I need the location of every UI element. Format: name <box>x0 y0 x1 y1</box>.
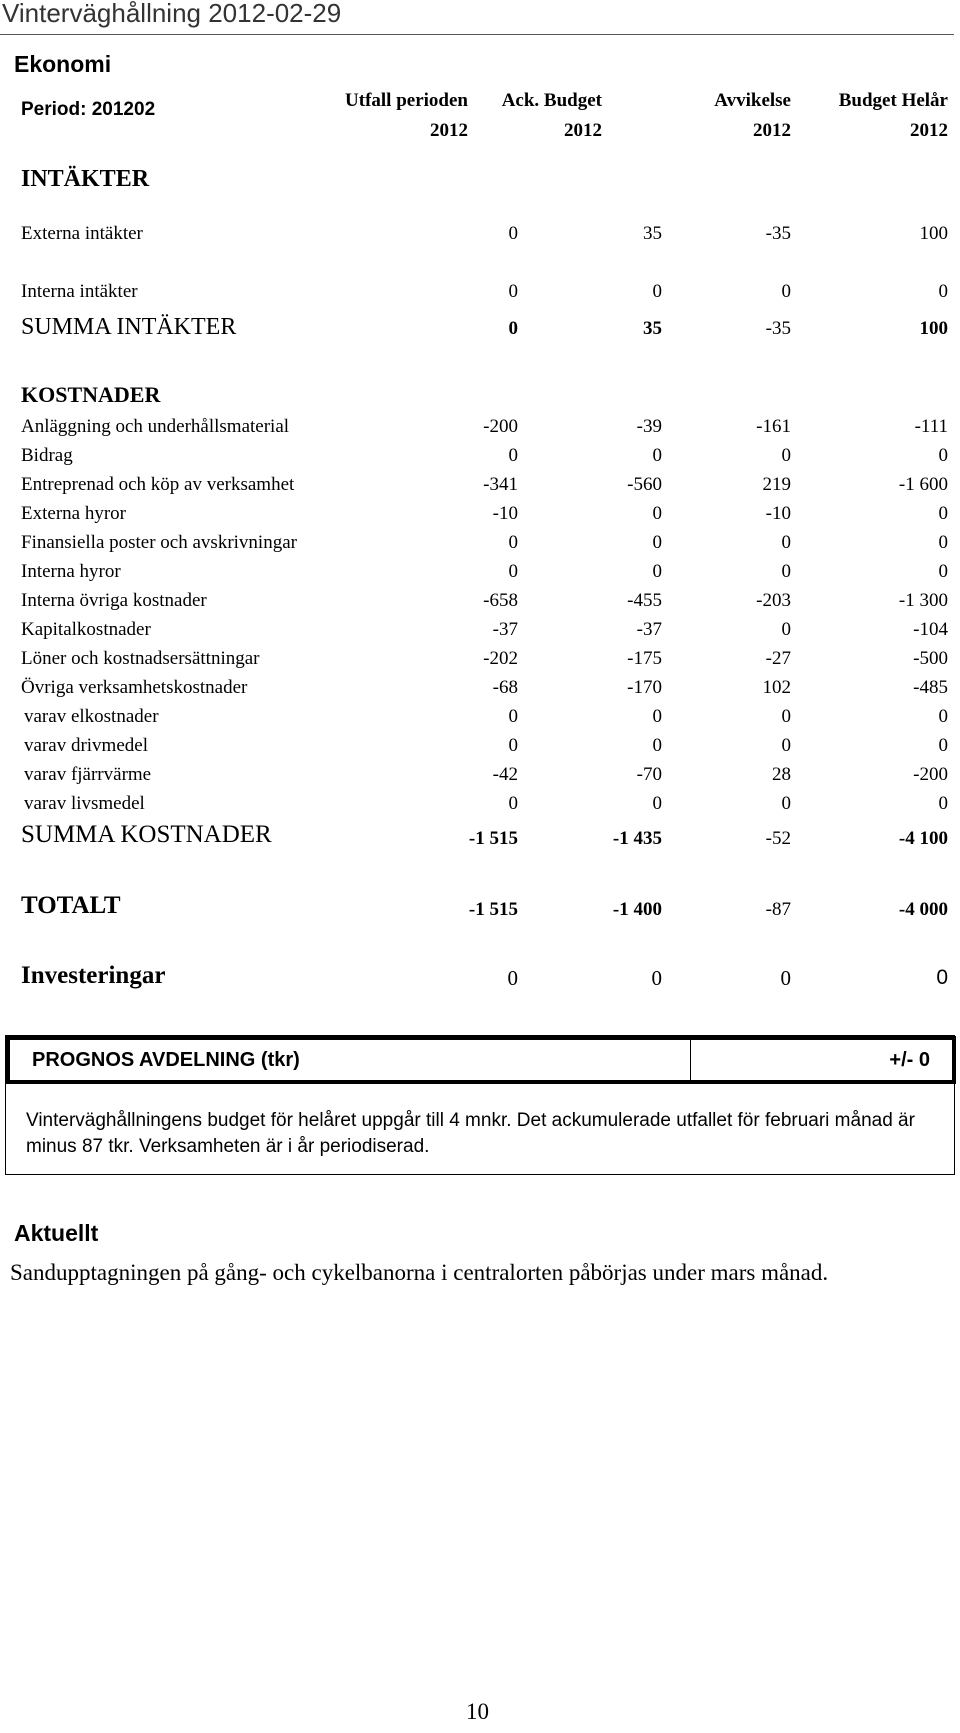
cell-avvikelse: -87 <box>765 899 791 920</box>
row-label: Interna intäkter <box>21 281 138 302</box>
row-label: varav elkostnader <box>24 706 159 727</box>
table-row-totalt <box>0 892 960 926</box>
cell-budget-helar: 0 <box>938 503 948 524</box>
column-header-ack-budget <box>442 86 602 146</box>
row-label: varav fjärrvärme <box>24 764 152 785</box>
cell-utfall: -341 <box>483 474 518 495</box>
cell-budget-helar: 100 <box>919 223 948 244</box>
cell-avvikelse: 28 <box>772 764 791 785</box>
cell-utfall: -42 <box>492 764 518 785</box>
row-label: Interna övriga kostnader <box>21 590 207 611</box>
cell-avvikelse: 102 <box>762 677 791 698</box>
cell-utfall: -1 515 <box>468 828 518 849</box>
cell-budget-helar: 0 <box>938 561 948 582</box>
table-row <box>0 735 960 761</box>
title-divider <box>0 34 954 35</box>
cell-avvikelse: -203 <box>756 590 791 611</box>
cell-utfall: 0 <box>508 561 518 582</box>
cell-utfall: 0 <box>508 532 518 553</box>
cell-ack-budget: 0 <box>652 735 662 756</box>
row-label: Interna hyror <box>21 561 121 582</box>
cell-utfall: 0 <box>508 793 518 814</box>
page-number: 10 <box>466 1699 489 1724</box>
prognos-divider <box>690 1040 691 1080</box>
table-row-kostnader-heading <box>0 382 960 408</box>
column-header-line2: 2012 <box>910 120 948 141</box>
cell-budget-helar: -1 300 <box>898 590 948 611</box>
table-row <box>0 648 960 674</box>
cell-ack-budget: 0 <box>652 706 662 727</box>
table-row <box>0 416 960 442</box>
column-header-avvikelse <box>631 86 791 146</box>
column-header-line1: Budget Helår <box>838 90 948 111</box>
cell-utfall: 0 <box>507 966 518 990</box>
cell-budget-helar: -500 <box>913 648 948 669</box>
table-row <box>0 793 960 819</box>
cell-budget-helar: -200 <box>913 764 948 785</box>
column-header-line2: 2012 <box>564 120 602 141</box>
cell-avvikelse: -35 <box>765 318 791 339</box>
cell-utfall: -1 515 <box>468 899 518 920</box>
row-label: varav drivmedel <box>24 735 148 756</box>
table-row <box>0 561 960 587</box>
cell-avvikelse: 0 <box>780 966 791 990</box>
cell-utfall: -658 <box>483 590 518 611</box>
row-label: Externa hyror <box>21 503 126 524</box>
cell-budget-helar: 0 <box>938 281 948 302</box>
cell-utfall: -37 <box>492 619 518 640</box>
row-label: SUMMA INTÄKTER <box>21 314 237 340</box>
cell-budget-helar: 100 <box>919 318 948 339</box>
row-label: Bidrag <box>21 445 73 466</box>
cell-ack-budget: -175 <box>627 648 662 669</box>
column-header-line1: Ack. Budget <box>501 90 602 111</box>
document-title: Vinterväghållning 2012-02-29 <box>2 0 342 28</box>
cell-budget-helar: -4 000 <box>898 899 948 920</box>
row-label: Entreprenad och köp av verksamhet <box>21 474 295 495</box>
table-row <box>0 474 960 500</box>
cell-avvikelse: -35 <box>765 223 791 244</box>
row-label: Kapitalkostnader <box>21 619 151 640</box>
cell-ack-budget: 0 <box>652 503 662 524</box>
column-header-budget-helar <box>788 86 948 146</box>
cell-ack-budget: -70 <box>636 764 662 785</box>
cell-avvikelse: -52 <box>765 828 791 849</box>
table-row <box>0 223 960 249</box>
prognos-box <box>5 1035 955 1175</box>
cell-ack-budget: -170 <box>627 677 662 698</box>
row-label: KOSTNADER <box>21 382 161 407</box>
column-header-line1: Avvikelse <box>714 90 791 111</box>
table-row-investeringar <box>0 962 960 996</box>
cell-avvikelse: 0 <box>781 532 791 553</box>
column-header-line2: 2012 <box>753 120 791 141</box>
cell-budget-helar: -1 600 <box>898 474 948 495</box>
cell-utfall: 0 <box>508 445 518 466</box>
row-label: INTÄKTER <box>21 166 150 192</box>
cell-ack-budget: 0 <box>652 281 662 302</box>
cell-avvikelse: -161 <box>756 416 791 437</box>
prognos-label: PROGNOS AVDELNING (tkr) <box>32 1049 300 1071</box>
cell-ack-budget: -560 <box>627 474 662 495</box>
cell-utfall: 0 <box>508 735 518 756</box>
cell-budget-helar: 0 <box>938 793 948 814</box>
cell-budget-helar: -104 <box>913 619 948 640</box>
row-label: varav livsmedel <box>24 793 145 814</box>
table-row <box>0 532 960 558</box>
cell-ack-budget: 0 <box>651 966 662 990</box>
cell-utfall: -10 <box>492 503 518 524</box>
cell-budget-helar: -4 100 <box>898 828 948 849</box>
cell-utfall: 0 <box>508 318 518 339</box>
cell-avvikelse: -10 <box>765 503 791 524</box>
table-row <box>0 677 960 703</box>
cell-avvikelse: 0 <box>781 793 791 814</box>
cell-ack-budget: -455 <box>627 590 662 611</box>
cell-utfall: 0 <box>508 281 518 302</box>
cell-budget-helar: 0 <box>938 445 948 466</box>
row-label: Övriga verksamhetskostnader <box>21 677 248 698</box>
cell-avvikelse: -27 <box>765 648 791 669</box>
cell-ack-budget: -39 <box>636 416 662 437</box>
cell-avvikelse: 0 <box>781 735 791 756</box>
cell-budget-helar: -485 <box>913 677 948 698</box>
row-label: Anläggning och underhållsmaterial <box>21 416 290 437</box>
table-row <box>0 764 960 790</box>
cell-avvikelse: 219 <box>762 474 791 495</box>
period-label: Period: 201202 <box>21 99 156 120</box>
cell-budget-helar: 0 <box>938 735 948 756</box>
cell-ack-budget: -1 400 <box>612 899 662 920</box>
table-row-summa-intakter <box>0 314 960 344</box>
table-row <box>0 445 960 471</box>
row-label: Löner och kostnadsersättningar <box>21 648 260 669</box>
section-heading-ekonomi: Ekonomi <box>14 51 112 77</box>
prognos-header <box>6 1036 956 1084</box>
cell-ack-budget: -1 435 <box>612 828 662 849</box>
cell-utfall: 0 <box>508 706 518 727</box>
cell-utfall: -68 <box>492 677 518 698</box>
cell-ack-budget: 0 <box>652 561 662 582</box>
section-heading-aktuellt: Aktuellt <box>14 1220 99 1246</box>
prognos-value: +/- 0 <box>889 1049 930 1071</box>
row-label: Externa intäkter <box>21 223 143 244</box>
table-row-intakter-heading <box>0 166 960 192</box>
cell-utfall: -202 <box>483 648 518 669</box>
cell-budget-helar: 0 <box>938 706 948 727</box>
cell-utfall: -200 <box>483 416 518 437</box>
row-label: SUMMA KOSTNADER <box>21 821 272 848</box>
aktuellt-text: Sandupptagningen på gång- och cykelbanorna i centralorten påbörjas under mars månad. <box>10 1260 829 1285</box>
table-row-summa-kostnader <box>0 821 960 855</box>
cell-ack-budget: 35 <box>643 318 662 339</box>
cell-avvikelse: 0 <box>781 561 791 582</box>
cell-ack-budget: -37 <box>636 619 662 640</box>
cell-avvikelse: 0 <box>781 281 791 302</box>
table-row <box>0 590 960 616</box>
table-row <box>0 619 960 645</box>
row-label: Investeringar <box>21 962 166 989</box>
cell-budget-helar: 0 <box>938 532 948 553</box>
row-label: Finansiella poster och avskrivningar <box>21 532 297 553</box>
table-row <box>0 503 960 529</box>
cell-ack-budget: 35 <box>643 223 662 244</box>
column-header-line1: Utfall perioden <box>345 90 468 111</box>
column-header-line2: 2012 <box>430 120 468 141</box>
cell-ack-budget: 0 <box>652 445 662 466</box>
cell-ack-budget: 0 <box>652 793 662 814</box>
table-row <box>0 706 960 732</box>
cell-avvikelse: 0 <box>781 445 791 466</box>
cell-budget-helar: 0 <box>936 966 948 989</box>
cell-avvikelse: 0 <box>781 706 791 727</box>
cell-avvikelse: 0 <box>781 619 791 640</box>
prognos-description: Vinterväghållningens budget för helåret uppgår till 4 mnkr. Det ackumulerade utfallet för februari månad är minus 87 tkr. Verksamheten är i år periodiserad. <box>26 1110 915 1157</box>
row-label: TOTALT <box>21 892 121 919</box>
table-row <box>0 281 960 307</box>
cell-budget-helar: -111 <box>914 416 948 437</box>
cell-ack-budget: 0 <box>652 532 662 553</box>
cell-utfall: 0 <box>508 223 518 244</box>
